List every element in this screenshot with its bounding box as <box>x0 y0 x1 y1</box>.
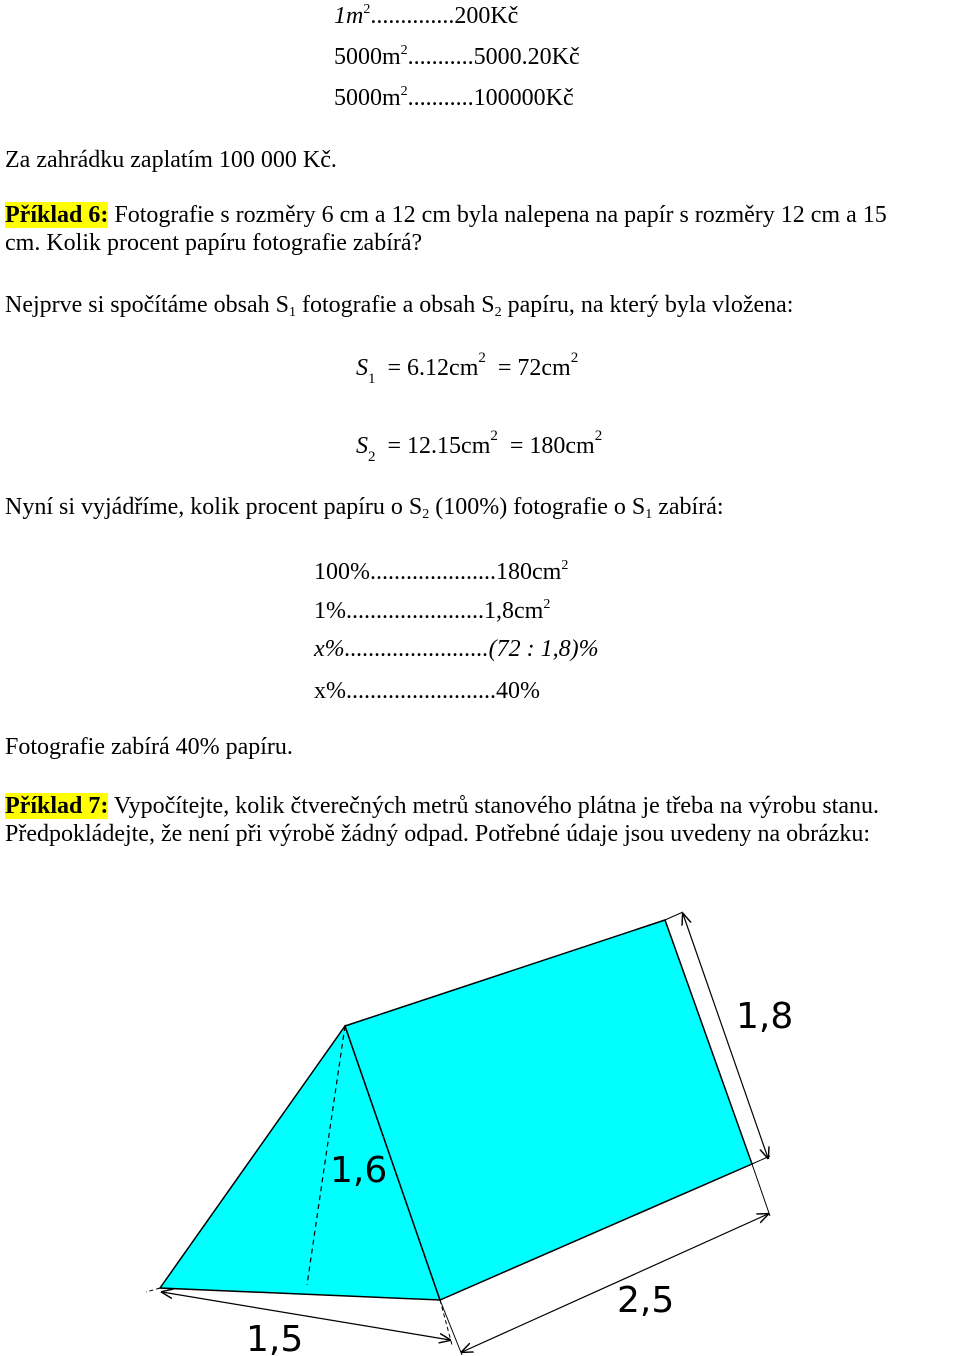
conclusion-garden: Za zahrádku zaplatím 100 000 Kč. <box>5 147 337 173</box>
tent-body <box>160 920 752 1300</box>
example-7-text-line2: Předpokládejte, že není při výrobě žádný odpad. Potřebné údaje jsou uvedeny na obrázku: <box>5 821 871 847</box>
extension-line <box>146 1288 160 1292</box>
proportion-line-2: $1\%.......................1,8cm^2$ <box>314 597 551 624</box>
label-length: 1,8 <box>736 996 794 1037</box>
extension-line <box>440 1300 462 1355</box>
equation-s1: $S_1 = 6.12cm^2 = 72cm^2$ <box>356 350 579 387</box>
extension-line <box>752 1164 770 1216</box>
example-6-label: Příklad 6: <box>5 202 109 228</box>
calc-line-1: $1m^2..............200Kč$ <box>334 2 519 29</box>
label-base: 1,5 <box>246 1319 304 1356</box>
equation-s2: $S_2 = 12.15cm^2 = 180cm^2$ <box>356 428 603 465</box>
label-height: 1,6 <box>330 1150 388 1191</box>
example-6-heading: Příklad 6: Fotografie s rozměry 6 cm a 12 cm byla nalepena na papír s rozměry 12 cm a 15 <box>5 202 887 228</box>
example-7-label: Příklad 7: <box>5 793 109 819</box>
proportion-line-4: x%.........................40% <box>314 678 540 704</box>
example-7-heading: Příklad 7: Vypočítejte, kolik čtverečných metrů stanového plátna je třeba na výrobu stanu. <box>5 793 879 819</box>
calc-line-3: $5000m^2...........100000Kč$ <box>334 84 574 111</box>
example-6-conclusion: Fotografie zabírá 40% papíru. <box>5 734 293 760</box>
example-6-middle: Nyní si vyjádříme, kolik procent papíru o $S_2$ (100%) fotografie o $S_1$ zabírá: <box>5 494 724 522</box>
example-6-intro: Nejprve si spočítáme obsah $S_1$ fotografie a obsah $S_2$ papíru, na který byla vložena: <box>5 292 794 320</box>
label-slant: 2,5 <box>617 1280 675 1321</box>
example-6-text-line2: cm. Kolik procent papíru fotografie zabírá? <box>5 230 423 256</box>
proportion-line-1: $100\%.....................180cm^2$ <box>314 558 569 585</box>
extension-line <box>665 912 683 920</box>
proportion-line-3: x%........................(72 : 1,8)% <box>314 636 599 662</box>
calc-line-2: $5000m^2...........5000.20Kč$ <box>334 43 580 70</box>
